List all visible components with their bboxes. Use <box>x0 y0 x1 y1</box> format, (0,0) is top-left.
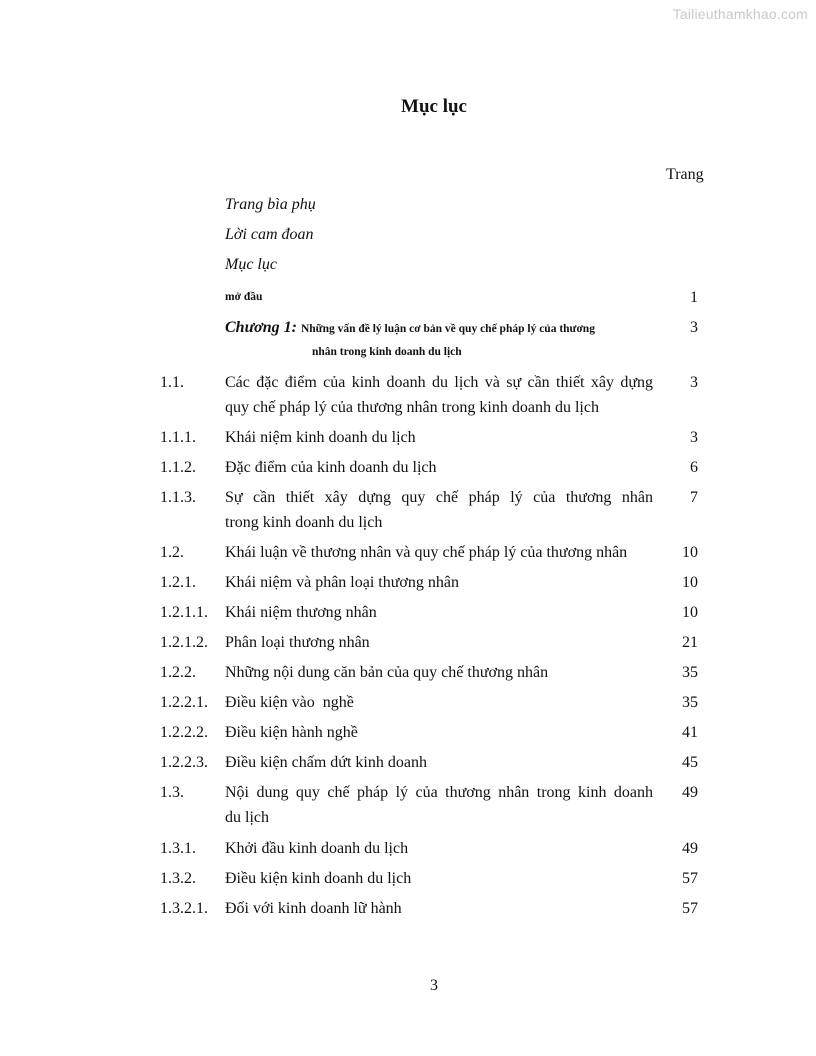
toc-entry-number: 1.2.1. <box>160 574 196 591</box>
toc-entry-page: 35 <box>682 664 698 681</box>
toc-entry-text: Khái niệm và phân loại thương nhân <box>225 574 459 591</box>
page-column-header: Trang <box>666 166 704 183</box>
toc-entry-text: Khái luận về thương nhân và quy chế pháp lý của thương nhân <box>225 544 628 561</box>
front-matter-declaration: Lời cam đoan <box>225 226 314 243</box>
toc-entry-number: 1.1. <box>160 374 184 391</box>
toc-entry-page: 10 <box>682 544 698 561</box>
toc-entry-page: 3 <box>690 429 698 446</box>
chapter-1-heading <box>225 315 665 342</box>
toc-entry-page: 7 <box>690 489 698 506</box>
page-title: Mục lục <box>401 96 467 117</box>
toc-entry-text-line2: du lịch <box>225 809 269 826</box>
chapter-1-title-line1: Những vấn đề lý luận cơ bản về quy chế pháp lý của thương <box>300 323 595 335</box>
toc-entry-page: 10 <box>682 604 698 621</box>
toc-entry-number: 1.3.2.1. <box>160 900 208 917</box>
toc-entry-text: Khái niệm thương nhân <box>225 604 377 621</box>
front-matter-cover: Trang bìa phụ <box>225 196 316 213</box>
toc-entry-page: 35 <box>682 694 698 711</box>
toc-entry-text: Các đặc điểm của kinh doanh du lịch và sự cần thiết xây dựng <box>225 374 653 391</box>
intro-label: mở đầu <box>225 291 263 303</box>
toc-entry-text: Đối với kinh doanh lữ hành <box>225 900 402 917</box>
toc-entry-text: Điều kiện hành nghề <box>225 724 358 741</box>
toc-entry-number: 1.3. <box>160 784 184 801</box>
toc-entry-number: 1.2.2.3. <box>160 754 208 771</box>
toc-entry-text: Khởi đầu kinh doanh du lịch <box>225 840 409 857</box>
toc-entry-text: Nội dung quy chế pháp lý của thương nhân trong kinh doanh <box>225 784 653 801</box>
intro-page: 1 <box>690 289 698 306</box>
toc-entry-text-line2: trong kinh doanh du lịch <box>225 514 383 531</box>
toc-entry-page: 21 <box>682 634 698 651</box>
toc-entry-text-line2: quy chế pháp lý của thương nhân trong kinh doanh du lịch <box>225 399 599 416</box>
toc-entry-number: 1.2.1.2. <box>160 634 208 651</box>
toc-entry-text: Khái niệm kinh doanh du lịch <box>225 429 416 446</box>
chapter-1-title-line2: nhân trong kinh doanh du lịch <box>312 346 462 358</box>
toc-entry-text: Phân loại thương nhân <box>225 634 370 651</box>
toc-entry-number: 1.2.2.1. <box>160 694 208 711</box>
front-matter-toc: Mục lục <box>225 256 277 273</box>
toc-entry-text: Điều kiện kinh doanh du lịch <box>225 870 412 887</box>
toc-entry-number: 1.3.2. <box>160 870 196 887</box>
toc-entry-page: 57 <box>682 870 698 887</box>
toc-entry-number: 1.1.2. <box>160 459 196 476</box>
toc-entry-page: 3 <box>690 374 698 391</box>
toc-entry-number: 1.2.1.1. <box>160 604 208 621</box>
toc-entry-number: 1.3.1. <box>160 840 196 857</box>
toc-entry-page: 57 <box>682 900 698 917</box>
toc-entry-number: 1.2.2.2. <box>160 724 208 741</box>
toc-entry-text: Điều kiện chấm dứt kinh doanh <box>225 754 427 771</box>
toc-entry-page: 6 <box>690 459 698 476</box>
toc-entry-text: Đặc điểm của kinh doanh du lịch <box>225 459 437 476</box>
toc-entry-number: 1.1.3. <box>160 489 196 506</box>
toc-entry-text: Điều kiện vào nghề <box>225 694 354 711</box>
toc-entry-page: 10 <box>682 574 698 591</box>
chapter-1-page: 3 <box>690 319 698 336</box>
footer-page-number: 3 <box>430 977 438 994</box>
toc-entry-number: 1.2.2. <box>160 664 196 681</box>
toc-entry-number: 1.1.1. <box>160 429 196 446</box>
toc-entry-text: Những nội dung căn bản của quy chế thương nhân <box>225 664 549 681</box>
toc-entry-page: 41 <box>682 724 698 741</box>
watermark: Tailieuthamkhao.com <box>672 6 808 22</box>
toc-entry-text: Sự cần thiết xây dựng quy chế pháp lý của thương nhân <box>225 489 653 506</box>
toc-entry-page: 45 <box>682 754 698 771</box>
toc-entry-page: 49 <box>682 784 698 801</box>
toc-entry-number: 1.2. <box>160 544 184 561</box>
toc-entry-page: 49 <box>682 840 698 857</box>
chapter-1-label: Chương 1: <box>225 319 297 336</box>
